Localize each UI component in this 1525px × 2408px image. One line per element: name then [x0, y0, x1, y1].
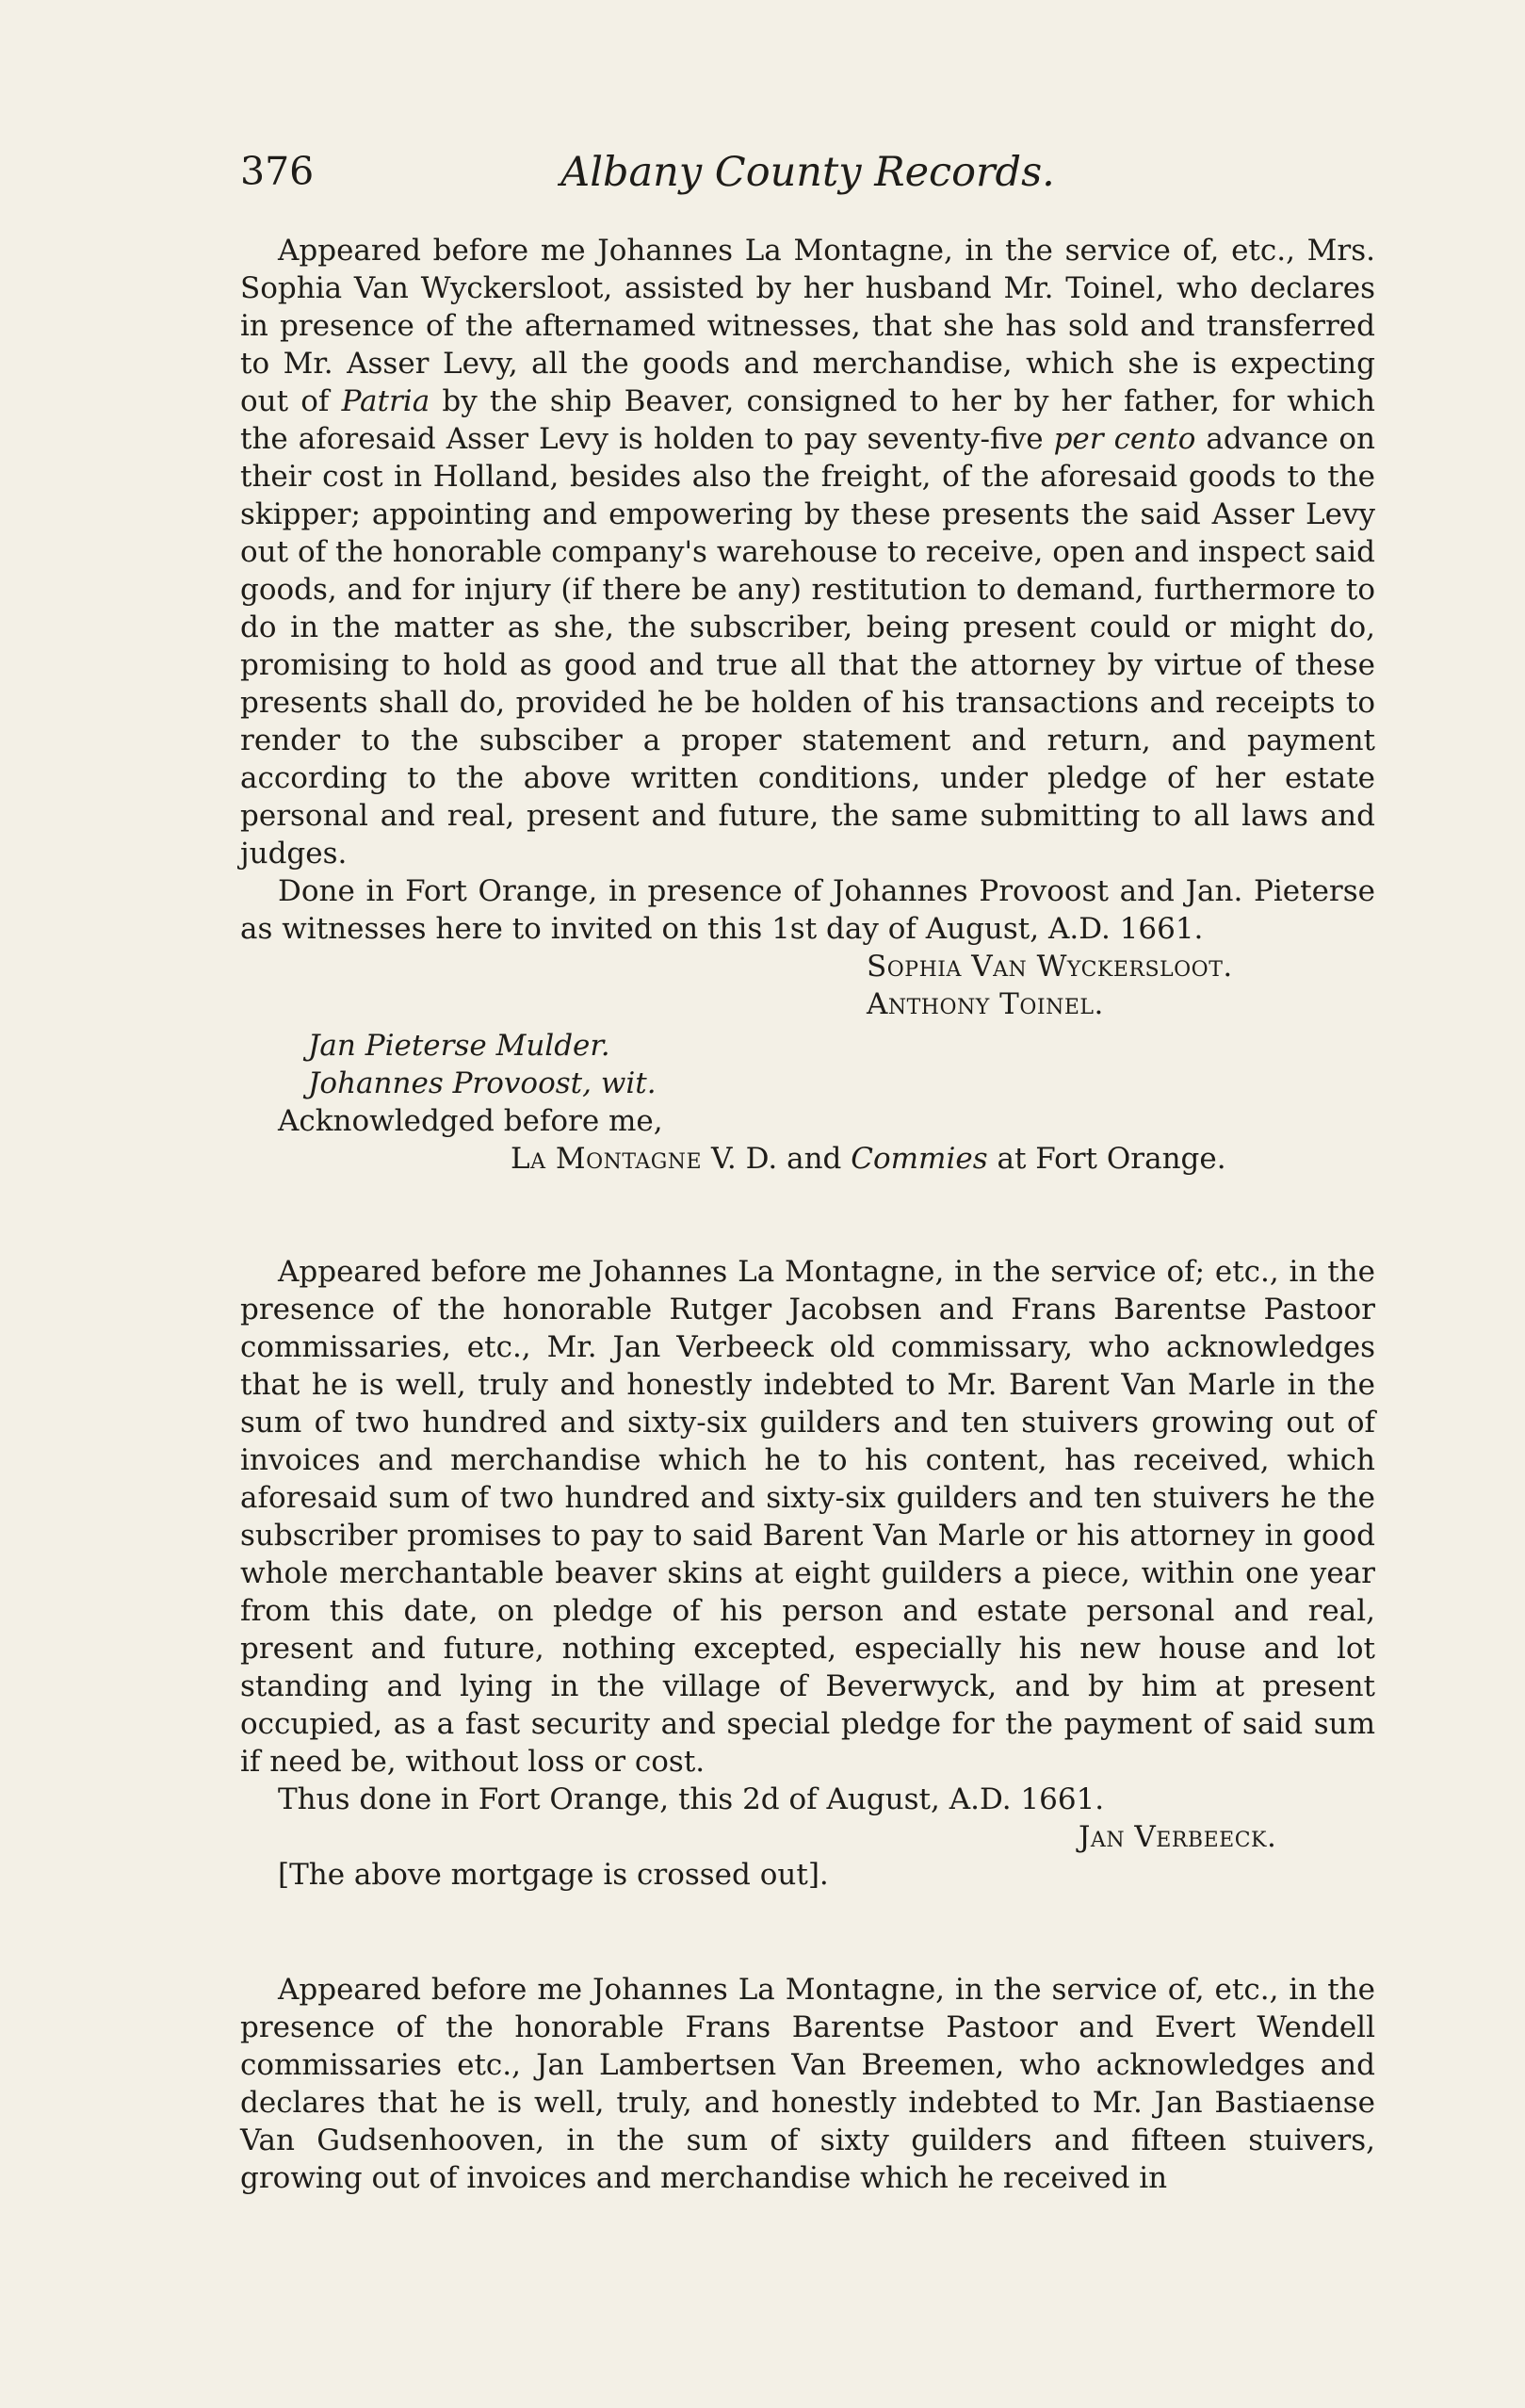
entry1-witness1: Jan Pieterse Mulder.	[308, 1029, 610, 1063]
entry2-note: [The above mortgage is crossed out].	[278, 1858, 829, 1892]
spacer	[240, 1894, 1375, 1971]
entry2-thus: Thus done in Fort Orange, this 2d of August, A.D. 1661.	[278, 1782, 1105, 1816]
entry1-done: Done in Fort Orange, in presence of Johannes Provoost and Jan. Pieterse as witnesses here to invited on this 1st day of August, A.D. 1661.	[240, 874, 1375, 946]
entry1-signer1: Sophia Van Wyckersloot.	[867, 950, 1233, 984]
entry2-signer: Jan Verbeeck.	[1079, 1820, 1277, 1854]
entry1-acknowledged: Acknowledged before me,	[278, 1104, 663, 1138]
entry1-text-a: Appeared before me Johannes La Montagne, in the service of, etc., Mrs. Sophia Van Wyckersloot, assisted by her husband Mr. Toinel, who declares in presence of the afternamed witnesses, that she has sold and transferred to Mr. Asser Levy, all the goods and merchandise, which she is expecting out of	[240, 234, 1375, 418]
entry1-text-b: by the ship Beaver, consigned to her by her father, for which the aforesaid Asser Levy is holden to pay seventy-five	[240, 384, 1375, 456]
entry3-paragraph: Appeared before me Johannes La Montagne, in the service of, etc., in the presence of the honorable Frans Barentse Pastoor and Evert Wendell commissaries etc., Jan Lambertsen Van Breemen, who acknowledges and declares that he is well, truly, and honestly indebted to Mr. Jan Bastiaense Van Gudsenhooven, in the sum of sixty guilders and fifteen stuivers, growing out of invoices and merchandise which he received in	[240, 1973, 1375, 2195]
entry1-per-cento: per cento	[1053, 422, 1196, 456]
entry1-signer2: Anthony Toinel.	[867, 987, 1104, 1021]
page-header	[240, 149, 1375, 205]
entry1-text-c: advance on their cost in Holland, besides also the freight, of the aforesaid goods to the skipper; appointing and empowering by these presents the said Asser Levy out of the honorable company's warehouse to receive, open and inspect said goods, and for injury (if there be any) restitution to demand, furthermore to do in the matter as she, the subscriber, being present could or might do, promising to hold as good and true all that the attorney by virtue of these presents shall do, provided he be holden of his transactions and receipts to render to the subsciber a proper statement and return, and payment according to the above written conditions, under pledge of her estate personal and real, present and future, the same submitting to all laws and judges.	[240, 422, 1375, 870]
entry2-paragraph: Appeared before me Johannes La Montagne, in the service of; etc., in the presence of the honorable Rutger Jacobsen and Frans Barentse Pastoor commissaries, etc., Mr. Jan Verbeeck old commissary, who acknowledges that he is well, truly and honestly indebted to Mr. Barent Van Marle in the sum of two hundred and sixty-six guilders and ten stuivers growing out of invoices and merchandise which he to his content, has received, which aforesaid sum of two hundred and sixty-six guilders and ten stuivers he the subscriber promises to pay to said Barent Van Marle or his attorney in good whole merchantable beaver skins at eight guilders a piece, within one year from this date, on pledge of his person and estate personal and real, present and future, nothing excepted, especially his new house and lot standing and lying in the village of Beverwyck, and by him at present occupied, as a fast security and special pledge for the payment of said sum if need be, without loss or cost.	[240, 1255, 1375, 1779]
entry1-witness2-name: Johannes Provoost,	[308, 1066, 592, 1100]
spacer	[240, 1178, 1375, 1253]
page-body	[240, 232, 1375, 2197]
entry1-commies: Commies	[851, 1142, 988, 1176]
running-title: Albany County Records.	[560, 149, 1055, 196]
entry1-lamontagne: La Montagne	[511, 1142, 703, 1176]
entry1-witness2	[308, 1065, 1375, 1102]
entry1-lamontagne-line	[511, 1140, 1375, 1178]
entry1-paragraph	[240, 232, 1375, 872]
entry1-vd-and: V. D. and	[710, 1142, 842, 1176]
entry1-ship-name: Patria	[341, 384, 430, 418]
entry1-at-fort: at Fort Orange.	[997, 1142, 1226, 1176]
page-number: 376	[240, 149, 315, 194]
entry1-witness2-wit: wit.	[600, 1066, 657, 1100]
